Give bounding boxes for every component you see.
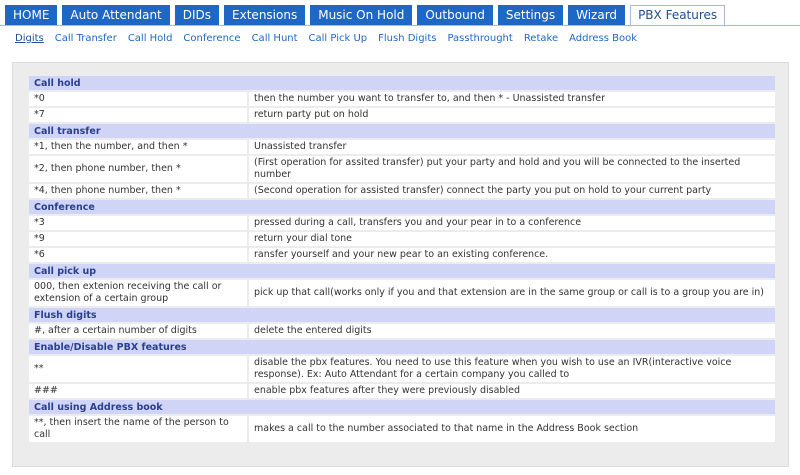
subnav-call-hold[interactable]: Call Hold — [127, 32, 173, 44]
feature-code: *3 — [29, 216, 249, 230]
tab-wizard[interactable]: Wizard — [568, 5, 625, 25]
section-header-enable-disable — [29, 340, 775, 354]
subnav-call-pick-up[interactable]: Call Pick Up — [308, 32, 368, 44]
tab-dids[interactable]: DIDs — [175, 5, 219, 25]
table-row — [29, 156, 775, 182]
feature-code: #, after a certain number of digits — [29, 324, 249, 338]
table-row — [29, 140, 775, 154]
table-row — [29, 184, 775, 198]
table-row — [29, 324, 775, 338]
pbx-features-table — [29, 74, 775, 444]
feature-description: disable the pbx features. You need to use this feature when you wish to use an IVR(interactive voice response). Ex: Auto Attendant for a certain company you called to — [249, 356, 775, 382]
section-title: Call using Address book — [29, 400, 775, 414]
section-title: Flush digits — [29, 308, 775, 322]
tab-auto-attendant[interactable]: Auto Attendant — [62, 5, 169, 25]
subnav-digits[interactable]: Digits — [15, 32, 44, 44]
section-title: Call transfer — [29, 124, 775, 138]
feature-code: *2, then phone number, then * — [29, 156, 249, 182]
feature-code: *9 — [29, 232, 249, 246]
section-title: Conference — [29, 200, 775, 214]
top-nav-tabs — [5, 5, 730, 25]
section-title: Enable/Disable PBX features — [29, 340, 775, 354]
feature-description: then the number you want to transfer to, and then * - Unassisted transfer — [249, 92, 775, 106]
table-row — [29, 280, 775, 306]
table-row — [29, 232, 775, 246]
feature-code: *4, then phone number, then * — [29, 184, 249, 198]
section-header-address-book — [29, 400, 775, 414]
feature-code: ### — [29, 384, 249, 398]
tab-settings[interactable]: Settings — [498, 5, 563, 25]
table-row — [29, 384, 775, 398]
feature-code: *6 — [29, 248, 249, 262]
section-header-flush-digits — [29, 308, 775, 322]
subnav-call-hunt[interactable]: Call Hunt — [251, 32, 298, 44]
feature-code: *1, then the number, and then * — [29, 140, 249, 154]
feature-code: ** — [29, 356, 249, 382]
feature-code: 000, then extenion receiving the call or extension of a certain group — [29, 280, 249, 306]
feature-code: **, then insert the name of the person to call — [29, 416, 249, 442]
table-row — [29, 92, 775, 106]
tab-outbound[interactable]: Outbound — [417, 5, 493, 25]
feature-description: pressed during a call, transfers you and your pear in to a conference — [249, 216, 775, 230]
section-header-call-transfer — [29, 124, 775, 138]
table-row — [29, 108, 775, 122]
section-header-conference — [29, 200, 775, 214]
table-row — [29, 216, 775, 230]
section-title: Call pick up — [29, 264, 775, 278]
subnav-retake[interactable]: Retake — [523, 32, 559, 44]
subnav-conference[interactable]: Conference — [183, 32, 241, 44]
section-header-call-hold — [29, 76, 775, 90]
table-row — [29, 416, 775, 442]
feature-description: enable pbx features after they were previously disabled — [249, 384, 775, 398]
feature-description: (First operation for assited transfer) put your party and hold and you will be connected to the inserted number — [249, 156, 775, 182]
sub-navigation — [10, 26, 643, 50]
content-panel — [12, 62, 789, 467]
feature-description: return party put on hold — [249, 108, 775, 122]
feature-description: delete the entered digits — [249, 324, 775, 338]
tab-extensions[interactable]: Extensions — [224, 5, 305, 25]
feature-description: ransfer yourself and your new pear to an existing conference. — [249, 248, 775, 262]
subnav-address-book[interactable]: Address Book — [569, 32, 637, 44]
tab-music-on-hold[interactable]: Music On Hold — [310, 5, 412, 25]
feature-code: *0 — [29, 92, 249, 106]
table-row — [29, 248, 775, 262]
tab-pbx-features[interactable]: PBX Features — [630, 5, 725, 27]
subnav-flush-digits[interactable]: Flush Digits — [378, 32, 437, 44]
section-title: Call hold — [29, 76, 775, 90]
tab-home[interactable]: HOME — [5, 5, 57, 25]
table-row — [29, 356, 775, 382]
section-header-call-pick-up — [29, 264, 775, 278]
feature-description: Unassisted transfer — [249, 140, 775, 154]
subnav-call-transfer[interactable]: Call Transfer — [54, 32, 117, 44]
feature-description: pick up that call(works only if you and that extension are in the same group or call is to a group you are in) — [249, 280, 775, 306]
feature-description: (Second operation for assisted transfer) connect the party you put on hold to your current party — [249, 184, 775, 198]
feature-code: *7 — [29, 108, 249, 122]
feature-description: makes a call to the number associated to that name in the Address Book section — [249, 416, 775, 442]
feature-description: return your dial tone — [249, 232, 775, 246]
subnav-passthrought[interactable]: Passthrought — [447, 32, 513, 44]
